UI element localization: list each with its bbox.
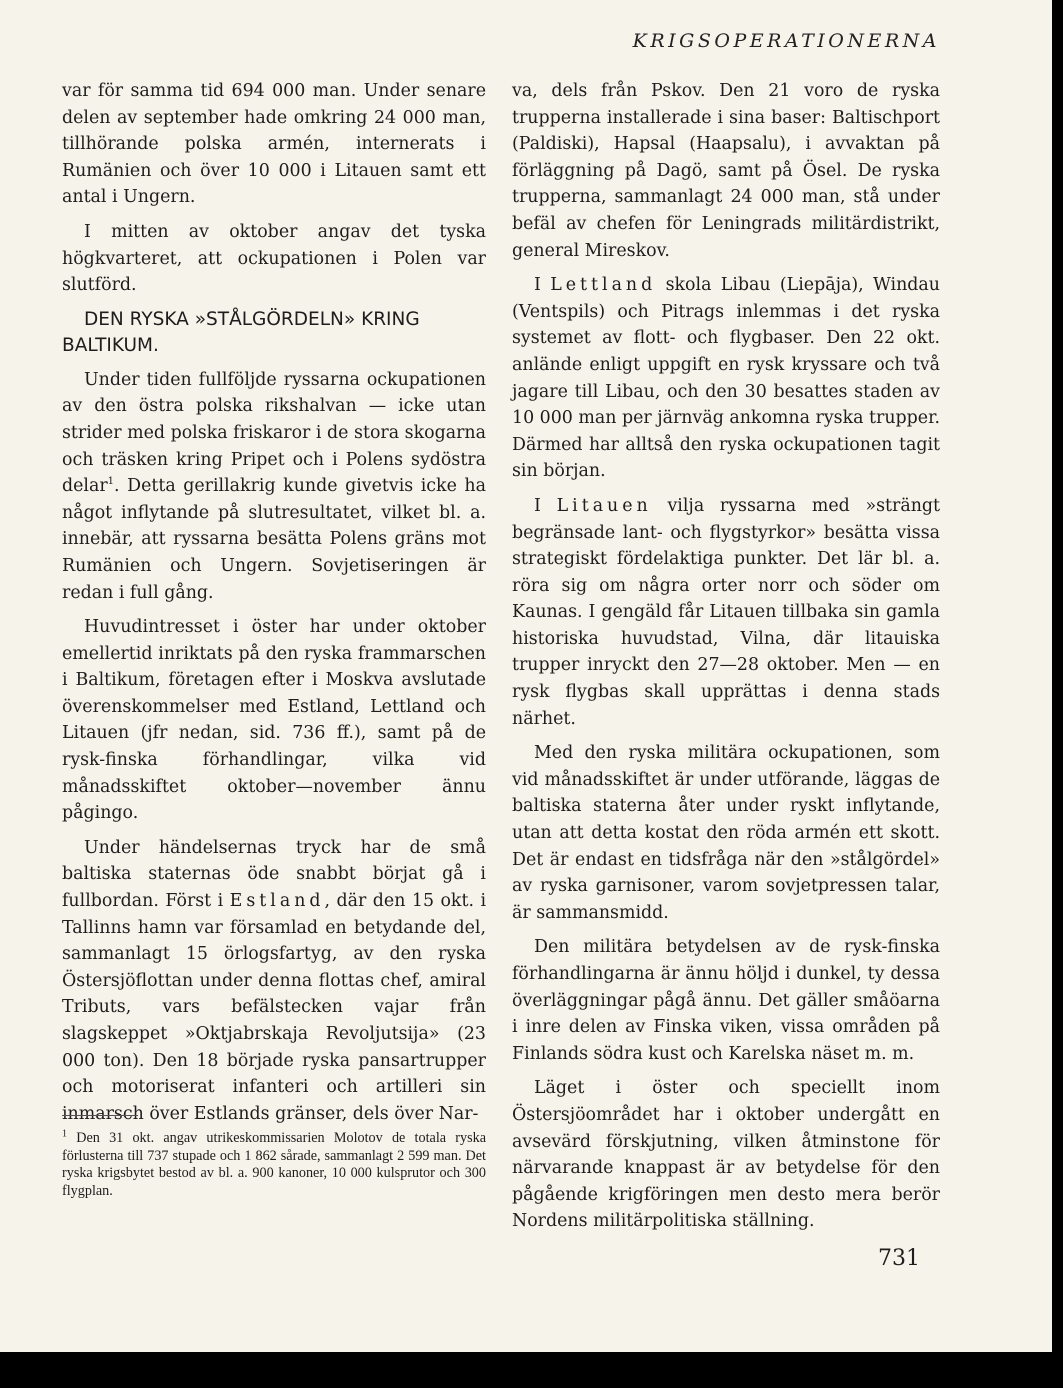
paragraph-text: Under tiden fullföljde ryssarna ockupationen av den östra polska rikshalvan — icke utan strider med polska friskaror i de stora skogarna och träsken kring Pripet och i Polens sydöstra delar bbox=[62, 369, 486, 497]
spaced-country-name: Lettland bbox=[550, 275, 657, 296]
paragraph-text: . Detta gerillakrig kunde givetvis icke ha något inflytande på slutresultatet, vilket bl. a. innebär, att ryssarna besätta Polens gräns mot Rumänien och Ungern. Sovjetiseringen är redan i full gång. bbox=[62, 476, 486, 603]
footnote-divider bbox=[62, 1115, 138, 1116]
footnote-text: Den 31 okt. angav utrikeskommissarien Molotov de totala ryska förlusterna till 737 stupade och 1 862 sårade, sammanlagt 2 599 man. Det ryska krigsbytet bestod av bl. a. 900 kanoner, 10 000 kulsprutor och 300 flygplan. bbox=[62, 1130, 486, 1199]
paragraph bbox=[62, 367, 486, 606]
paragraph: Läget i öster och speciellt inom Östersjöområdet har i oktober undergått en avsevärd förskjutning, vilken åtminstone för närvarande knappast är av betydelse för den pågående krigföringen men desto mera berör Nordens militärpolitiska ställning. bbox=[512, 1078, 940, 1232]
footnote-reference: 1 bbox=[107, 476, 115, 488]
paragraph: I mitten av oktober angav det tyska högkvarteret, att ockupationen i Polen var slutförd. bbox=[62, 221, 486, 296]
right-column bbox=[512, 78, 940, 1243]
paragraph-text: I bbox=[534, 275, 541, 296]
left-column bbox=[62, 78, 486, 1135]
paragraph: Med den ryska militära ockupationen, som vid månadsskiftet är under utförande, läggas de baltiska staterna åter under ryskt inflytande, utan att detta kostat den röda armén ett skott. Det är endast en tidsfråga när den »stålgördel» av ryska garnisoner, varom sovjetpressen talar, är sammansmidd. bbox=[512, 743, 940, 923]
footnote-mark: 1 bbox=[62, 1128, 67, 1140]
paragraph-text: skola Libau (Liepāja), Windau (Ventspils) och Pitrags inlemmas i det ryska systemet av flott- och flygbaser. Den 22 okt. anlände enligt uppgift en rysk kryssare och två jagare till Libau, och den 30 besattes staden av 10 000 man per järnväg ankomna ryska trupper. Därmed har alltså den ryska ockupationen tagit sin början. bbox=[512, 275, 941, 482]
section-heading: DEN RYSKA »STÅLGÖRDELN» KRING BALTIKUM. bbox=[62, 308, 420, 356]
footnote bbox=[62, 1130, 486, 1200]
page-number: 731 bbox=[878, 1246, 920, 1271]
paragraph bbox=[512, 272, 940, 485]
paragraph: var för samma tid 694 000 man. Under senare delen av september hade omkring 24 000 man, tillhörande polska armén, internerats i Rumänien och över 10 000 i Litauen samt ett antal i Ungern. bbox=[62, 81, 486, 208]
paragraph: va, dels från Pskov. Den 21 voro de ryska trupperna installerade i sina baser: Baltischport (Paldiski), Hapsal (Haapsalu), i avvaktan på förläggning på Dagö, samt på Ösel. De ryska trupperna, sammanlagt 24 000 man, stå under befäl av chefen för Leningrads militärdistrikt, general Mireskov. bbox=[512, 81, 940, 261]
paragraph: Huvudintresset i öster har under oktober emellertid inriktats på den ryska frammarschen i Baltikum, företagen efter i Moskva avslutade överenskommelser med Estland, Lettland och Litauen (jfr nedan, sid. 736 ff.), samt på de rysk-finska förhandlingar, vilka vid månadsskiftet oktober—november ännu pågingo. bbox=[62, 617, 486, 824]
spaced-country-name: Estland bbox=[229, 891, 325, 912]
paragraph bbox=[62, 835, 486, 1128]
spaced-country-name: Litauen bbox=[556, 495, 652, 516]
paragraph-text: Under händelsernas tryck har de små baltiska staternas öde snabbt börjat gå i fullbordan. Först i bbox=[62, 837, 486, 912]
paragraph-text: vilja ryssarna med »strängt begränsade lant- och flygstyrkor» besätta vissa strategiskt fördelaktiga punkter. Det lär bl. a. röra sig om några orter norr och söder om Kaunas. I gengäld får Litauen tillbaka sin gamla historiska huvudstad, Vilna, där litauiska trupper inryckt den 27—28 oktober. Men — en rysk flygbas skall upprättas i denna stads närhet. bbox=[512, 495, 941, 729]
paragraph bbox=[512, 493, 940, 732]
paragraph-text: I bbox=[534, 495, 541, 516]
running-head: KRIGSOPERATIONERNA bbox=[632, 30, 940, 52]
paragraph-text: , där den 15 okt. i Tallinns hamn var församlad en betydande del, sammanlagt 15 örlogsfartyg, av den ryska Östersjöflottan under denna flottas chef, amiral Tributs, vars befälstecken vajar från slagskeppet »Oktjabrskaja Revoljutsija» (23 000 ton). Den 18 började ryska pansartrupper och motoriserat infanteri och artilleri sin inmarsch över Estlands gränser, dels över Nar- bbox=[62, 891, 487, 1124]
paragraph: Den militära betydelsen av de rysk-finska förhandlingarna är ännu höljd i dunkel, ty dessa överläggningar pågå ännu. Det gäller småöarna i inre delen av Finska viken, vissa områden på Finlands södra kust och Karelska näset m. m. bbox=[512, 937, 940, 1064]
